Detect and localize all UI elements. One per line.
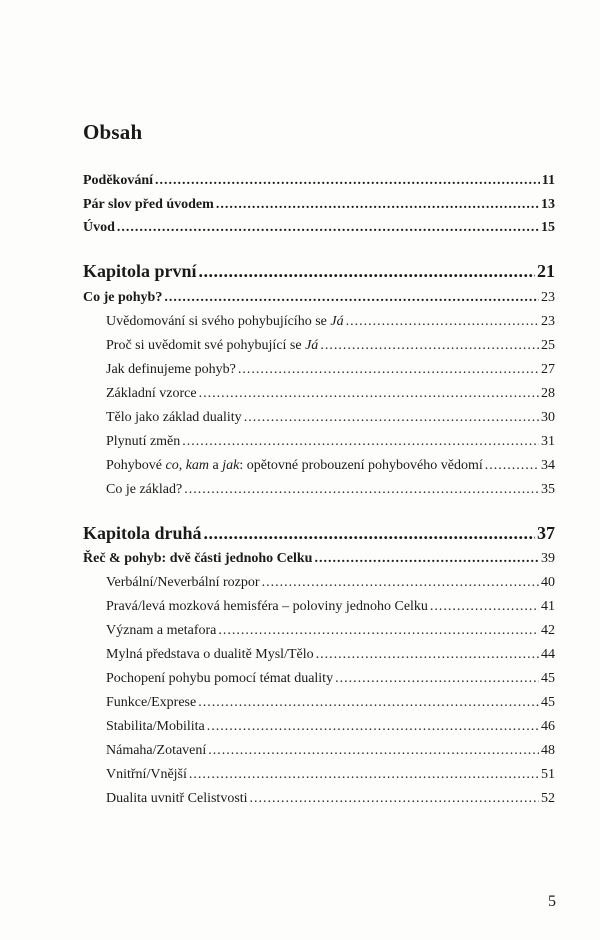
toc-item-2-9[interactable]: Vnitřní/Vnější ..... 51	[106, 767, 555, 783]
leader-dots	[208, 743, 539, 759]
leader-dots	[155, 173, 540, 189]
leader-dots	[216, 197, 539, 213]
toc-item-2-4[interactable]: Mylná představa o dualitě Mysl/Tělo ..... 44	[106, 647, 555, 663]
leader-dots	[204, 523, 535, 544]
leader-dots	[250, 791, 539, 807]
leader-dots	[207, 719, 539, 735]
leader-dots	[164, 290, 539, 306]
leader-dots	[314, 551, 539, 567]
leader-dots	[182, 434, 539, 450]
leader-dots	[189, 767, 539, 783]
toc-entry-preface[interactable]: Pár slov před úvodem ..... 13	[83, 197, 555, 213]
contents-title: Obsah	[83, 120, 143, 144]
leader-dots	[316, 647, 539, 663]
toc-item-2-3[interactable]: Význam a metafora ..... 42	[106, 623, 555, 639]
toc-section-1[interactable]: Co je pohyb? ..... 23	[83, 290, 555, 306]
toc-item-2-2[interactable]: Pravá/levá mozková hemisféra – poloviny jednoho Celku ..... 41	[106, 599, 555, 615]
toc-section-2[interactable]: Řeč & pohyb: dvě části jednoho Celku ..... 39	[83, 551, 555, 567]
toc-item-1-2[interactable]: Proč si uvědomit své pohybující se Já ..... 25	[106, 338, 555, 354]
toc-entry-acknowledgements[interactable]: Poděkování ..... 11	[83, 173, 555, 189]
toc-item-2-8[interactable]: Námaha/Zotavení ..... 48	[106, 743, 555, 759]
toc-item-2-1[interactable]: Verbální/Neverbální rozpor ..... 40	[106, 575, 555, 591]
toc-item-1-4[interactable]: Základní vzorce ..... 28	[106, 386, 555, 402]
toc-item-1-6[interactable]: Plynutí změn ..... 31	[106, 434, 555, 450]
leader-dots	[262, 575, 539, 591]
leader-dots	[320, 338, 539, 354]
toc-entry-introduction[interactable]: Úvod ..... 15	[83, 220, 555, 236]
leader-dots	[485, 458, 539, 474]
leader-dots	[199, 261, 535, 282]
toc-item-1-3[interactable]: Jak definujeme pohyb? ..... 27	[106, 362, 555, 378]
page-number: 5	[548, 893, 556, 910]
toc-item-1-7[interactable]: Pohybové co, kam a jak: opětovné probouzení pohybového vědomí ..... 34	[106, 458, 555, 474]
toc-chapter-2[interactable]: Kapitola druhá ..... 37	[83, 523, 555, 544]
leader-dots	[335, 671, 539, 687]
toc-item-1-8[interactable]: Co je základ? ..... 35	[106, 482, 555, 498]
toc-item-2-10[interactable]: Dualita uvnitř Celistvosti ..... 52	[106, 791, 555, 807]
toc-chapter-1[interactable]: Kapitola první ..... 21	[83, 261, 555, 282]
leader-dots	[198, 695, 539, 711]
leader-dots	[346, 314, 539, 330]
toc-item-1-5[interactable]: Tělo jako základ duality ..... 30	[106, 410, 555, 426]
leader-dots	[218, 623, 539, 639]
leader-dots	[430, 599, 539, 615]
toc-item-1-1[interactable]: Uvědomování si svého pohybujícího se Já ..... 23	[106, 314, 555, 330]
leader-dots	[238, 362, 539, 378]
toc-item-2-6[interactable]: Funkce/Exprese ..... 45	[106, 695, 555, 711]
leader-dots	[244, 410, 539, 426]
toc-item-2-7[interactable]: Stabilita/Mobilita ..... 46	[106, 719, 555, 735]
leader-dots	[184, 482, 539, 498]
toc-item-2-5[interactable]: Pochopení pohybu pomocí témat duality ..... 45	[106, 671, 555, 687]
leader-dots	[199, 386, 539, 402]
leader-dots	[117, 220, 539, 236]
